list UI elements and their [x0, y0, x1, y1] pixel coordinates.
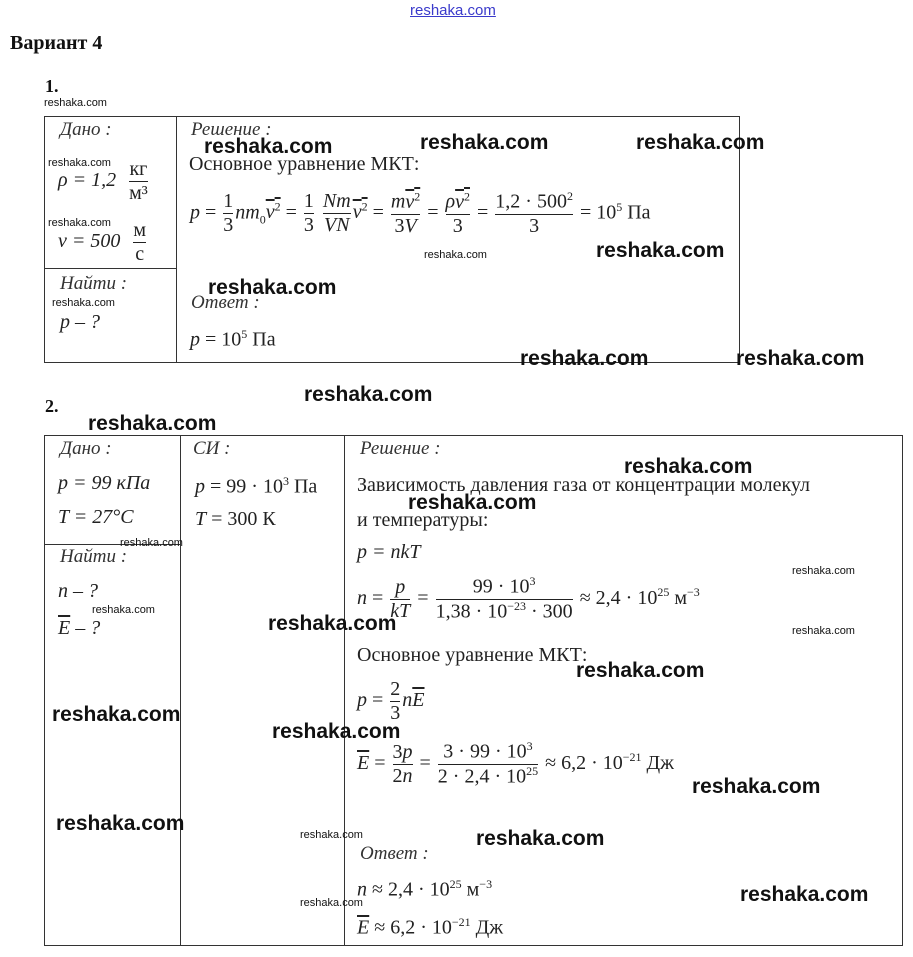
watermark: reshaka.com	[208, 276, 337, 299]
p1-reshenie-label: Решение :	[191, 119, 272, 140]
p2-naiti-label: Найти :	[60, 546, 128, 567]
p1-otvet-label: Ответ :	[191, 292, 260, 313]
p2-text-mkt: Основное уравнение МКТ:	[357, 644, 588, 666]
watermark: reshaka.com	[272, 720, 401, 743]
watermark: reshaka.com	[624, 455, 753, 478]
watermark: reshaka.com	[692, 775, 821, 798]
watermark: reshaka.com	[48, 217, 111, 229]
p2-reshenie-label: Решение :	[360, 438, 441, 459]
watermark: reshaka.com	[596, 239, 725, 262]
p2-otvet-label: Ответ :	[360, 843, 429, 864]
watermark: reshaka.com	[792, 565, 855, 577]
p2-si-label: СИ :	[193, 438, 231, 459]
p1-find: p – ?	[60, 311, 100, 333]
watermark: reshaka.com	[520, 347, 649, 370]
watermark: reshaka.com	[424, 249, 487, 261]
p1-given-rho: ρ = 1,2 $\frac{кг}{\text{м³}}$	[58, 158, 148, 204]
p2-text-dependence: Зависимость давления газа от концентрации молекул	[357, 474, 810, 496]
watermark: reshaka.com	[408, 491, 537, 514]
p1-dano-label: Дано :	[60, 119, 112, 140]
p2-eq-pnkT: p = nkT	[357, 541, 421, 563]
p2-answer-n: $n \approx 2,4 \cdot 10^{25}$ $м^{-3}$	[357, 877, 493, 901]
p2-find-E: $\overline{E}$ – ?	[58, 617, 101, 639]
watermark: reshaka.com	[636, 131, 765, 154]
watermark: reshaka.com	[420, 131, 549, 154]
watermark: reshaka.com	[476, 827, 605, 850]
p2-dano-label: Дано :	[60, 438, 112, 459]
watermark: reshaka.com	[56, 812, 185, 835]
watermark: reshaka.com	[48, 157, 111, 169]
watermark: reshaka.com	[268, 612, 397, 635]
watermark: reshaka.com	[300, 829, 363, 841]
p2-si-T: T = 300 К	[195, 508, 276, 530]
p1-answer: $p = 10^5$ Па	[190, 327, 276, 351]
p2-find-n: n – ?	[58, 580, 98, 602]
problem-1-number: 1.	[45, 76, 59, 96]
watermark: reshaka.com	[792, 625, 855, 637]
p2-given-T: T = 27°C	[58, 506, 134, 528]
p2-formula-E: $\overline{E}$ = $\frac{3p}{2n}$ = $\frac{3 \cdot 99 \cdot 10^3}{2 \cdot 2,4 \cdot 10^{25}}$ ≈ $6,2 \cdot 10^{-21}$ Дж	[357, 739, 674, 788]
watermark: reshaka.com	[300, 897, 363, 909]
watermark: reshaka.com	[52, 703, 181, 726]
p2-answer-E: $\overline{E} \approx 6,2 \cdot 10^{-21}$ Дж	[357, 915, 504, 939]
site-header-link[interactable]: reshaka.com	[410, 2, 496, 19]
watermark: reshaka.com	[120, 537, 183, 549]
watermark: reshaka.com	[44, 97, 107, 109]
watermark: reshaka.com	[736, 347, 865, 370]
p2-si-p: $p = 99 \cdot 10^3$ Па	[195, 474, 318, 498]
watermark: reshaka.com	[204, 135, 333, 158]
p1-formula: p = $\frac{1}{3}$ $nm_0v^2$ = $\frac{1}{3}$ $\frac{Nm}{VN}$ $v^2$ = $\frac{mv^2}{3V}$ = $\frac{\rho v^2}{3}$ = $\frac{1,2 \cdot 500^2}{3}$ = $10^5$ Па	[190, 189, 651, 237]
watermark: reshaka.com	[576, 659, 705, 682]
page-title: Вариант 4	[10, 32, 103, 54]
watermark: reshaka.com	[740, 883, 869, 906]
watermark: reshaka.com	[88, 412, 217, 435]
p1-naiti-label: Найти :	[60, 273, 128, 294]
watermark: reshaka.com	[52, 297, 115, 309]
p2-formula-p: p = $\frac{2}{3}$ $n\overline{E}$	[357, 678, 425, 724]
p2-text-temperature: и температуры:	[357, 509, 489, 531]
watermark: reshaka.com	[92, 604, 155, 616]
p2-given-p: p = 99 кПа	[58, 472, 151, 494]
p1-given-v: v = 500 $\frac{м}{с}$	[58, 219, 147, 265]
watermark: reshaka.com	[304, 383, 433, 406]
p1-text-mkt: Основное уравнение МКТ:	[189, 153, 420, 175]
problem-2-number: 2.	[45, 396, 59, 416]
p2-formula-n: n = $\frac{p}{kT}$ = $\frac{99 \cdot 10^3}{1,38 \cdot 10^{-23} \cdot 300}$ ≈ $2,4 \cdot 10^{25}$ $м^{-3}$	[357, 574, 700, 623]
